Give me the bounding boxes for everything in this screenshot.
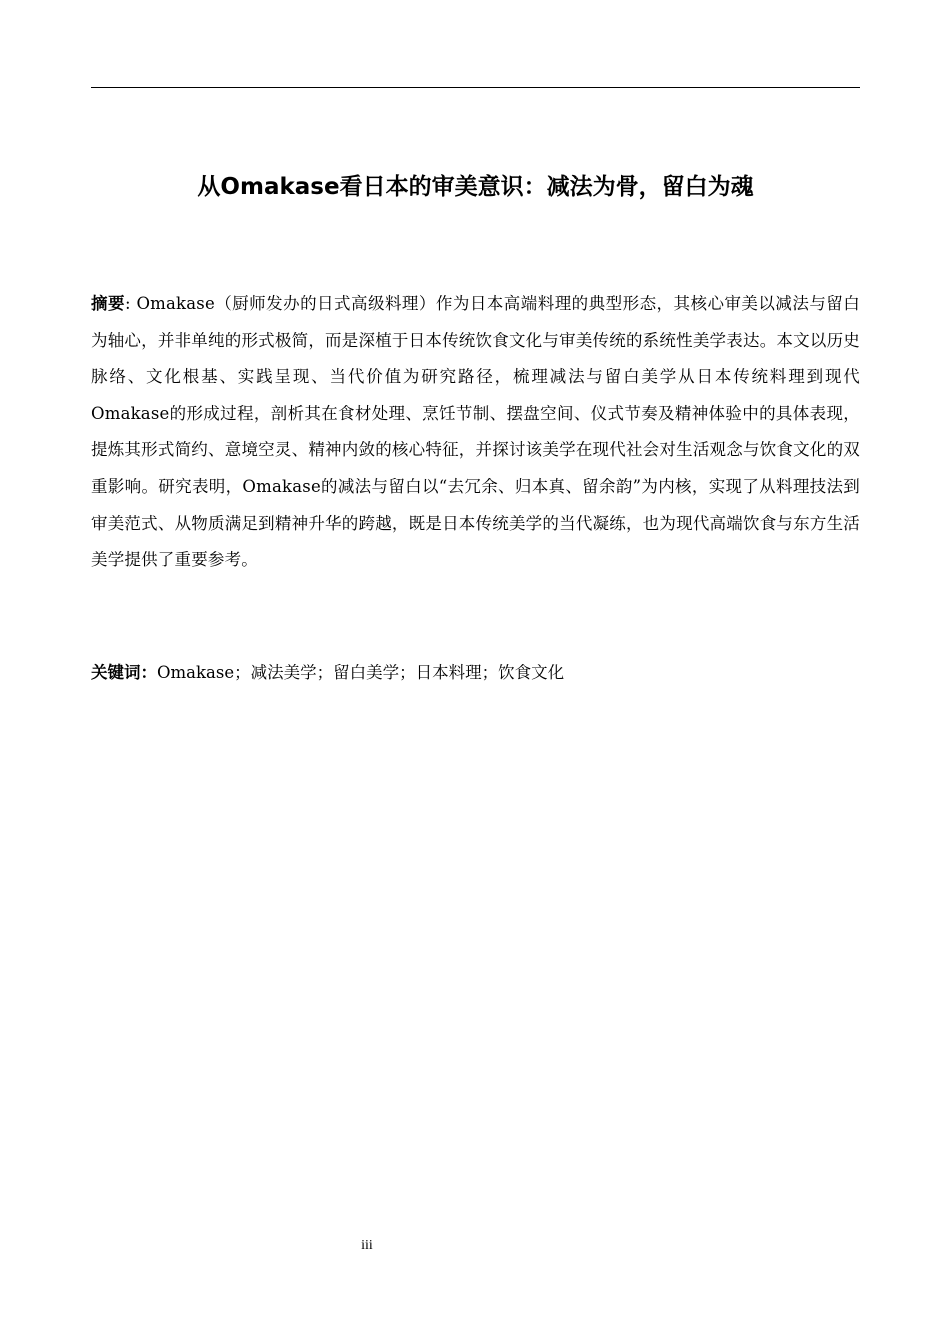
header-rule (91, 87, 860, 88)
page-title: 从Omakase看日本的审美意识：减法为骨，留白为魂 (197, 174, 754, 200)
keywords-text: Omakase；减法美学；留白美学；日本料理；饮食文化 (157, 663, 565, 682)
page-number: iii (361, 1238, 373, 1253)
keywords-line (91, 656, 860, 690)
abstract-paragraph (91, 286, 860, 579)
keywords-label: 关键词： (91, 663, 157, 682)
abstract-text: Omakase（厨师发办的日式高级料理）作为日本高端料理的典型形态，其核心审美以减法与留白为轴心，并非单纯的形式极简，而是深植于日本传统饮食文化与审美传统的系统性美学表达。本文以历史脉络、文化根基、实践呈现、当代价值为研究路径，梳理减法与留白美学从日本传统料理到现代Omakase的形成过程，剖析其在食材处理、烹饪节制、摆盘空间、仪式节奏及精神体验中的具体表现，提炼其形式简约、意境空灵、精神内敛的核心特征，并探讨该美学在现代社会对生活观念与饮食文化的双重影响。研究表明，Omakase的减法与留白以“去冗余、归本真、留余韵”为内核，实现了从料理技法到审美范式、从物质满足到精神升华的跨越，既是日本传统美学的当代凝练，也为现代高端饮食与东方生活美学提供了重要参考。 (91, 294, 860, 570)
abstract-separator: : (124, 294, 137, 313)
abstract-label: 摘要 (91, 294, 125, 313)
